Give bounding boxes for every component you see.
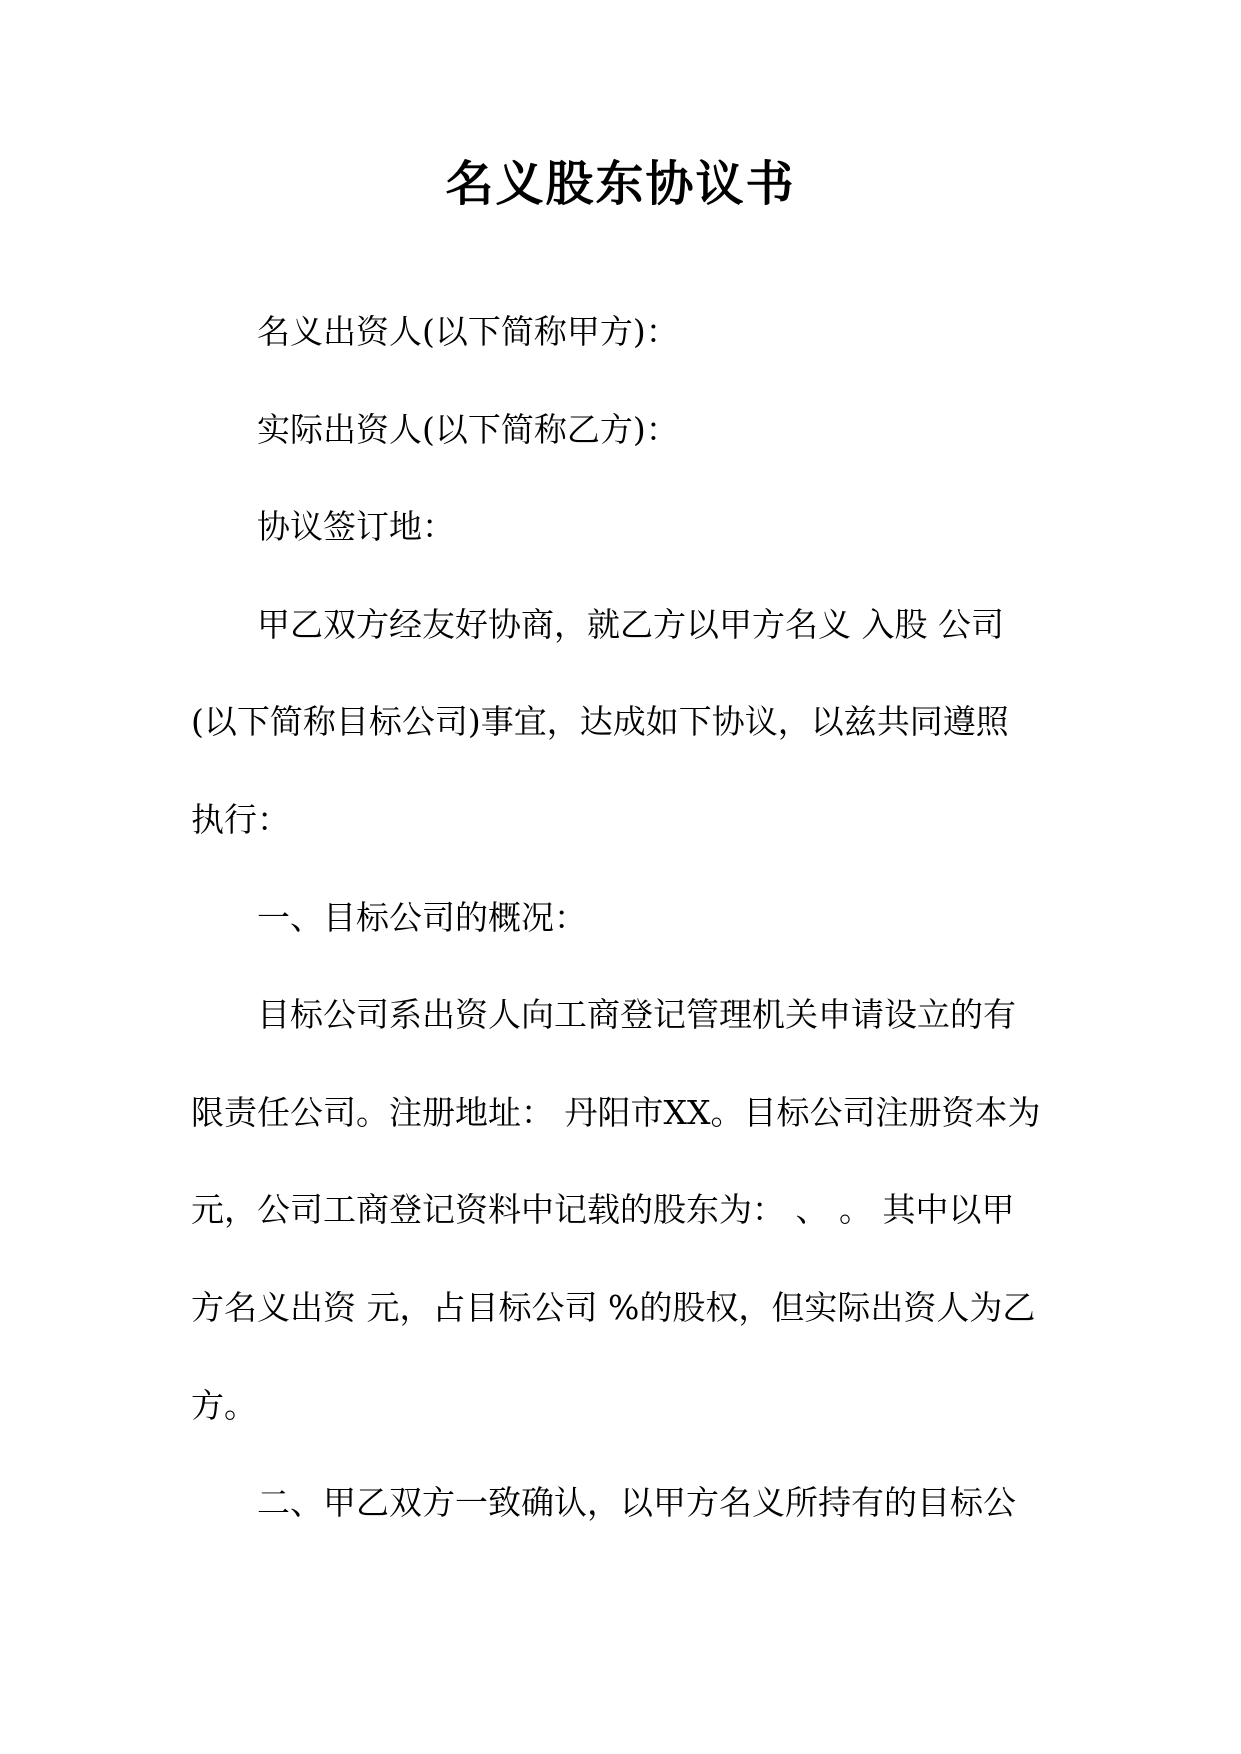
text-line: 限责任公司。注册地址： 丹阳市XX。目标公司注册资本为 bbox=[191, 1092, 1041, 1132]
text-line: 元，公司工商登记资料中记载的股东为： 、 。 其中以甲 bbox=[191, 1190, 1015, 1230]
paragraph-company-overview bbox=[191, 966, 1091, 1454]
section-heading-company-overview bbox=[191, 869, 1091, 967]
document-title: 名义股东协议书 bbox=[445, 156, 796, 212]
paragraph-nominal-investor bbox=[191, 283, 1091, 381]
text-line: 一、目标公司的概况： bbox=[257, 897, 587, 937]
text-line: 甲乙双方经友好协商，就乙方以甲方名义 入股 公司 bbox=[257, 604, 1004, 644]
paragraph-actual-investor bbox=[191, 381, 1091, 479]
paragraph-preamble bbox=[191, 576, 1091, 869]
text-line: 实际出资人(以下简称乙方)： bbox=[257, 409, 679, 449]
text-line: (以下简称目标公司)事宜，达成如下协议，以兹共同遵照 bbox=[191, 702, 1009, 742]
text-line: 方。 bbox=[191, 1385, 257, 1425]
paragraph-signing-place bbox=[191, 478, 1091, 576]
text-line: 协议签订地： bbox=[257, 507, 455, 547]
text-line: 执行： bbox=[191, 799, 290, 839]
text-line: 二、甲乙双方一致确认，以甲方名义所持有的目标公 bbox=[257, 1483, 1016, 1523]
text-line: 方名义出资 元，占目标公司 %的股权，但实际出资人为乙 bbox=[191, 1287, 1036, 1327]
clause-2 bbox=[191, 1454, 1091, 1552]
document-body bbox=[191, 283, 1091, 1552]
text-line: 目标公司系出资人向工商登记管理机关申请设立的有 bbox=[257, 995, 1016, 1035]
text-line: 名义出资人(以下简称甲方)： bbox=[257, 312, 679, 351]
